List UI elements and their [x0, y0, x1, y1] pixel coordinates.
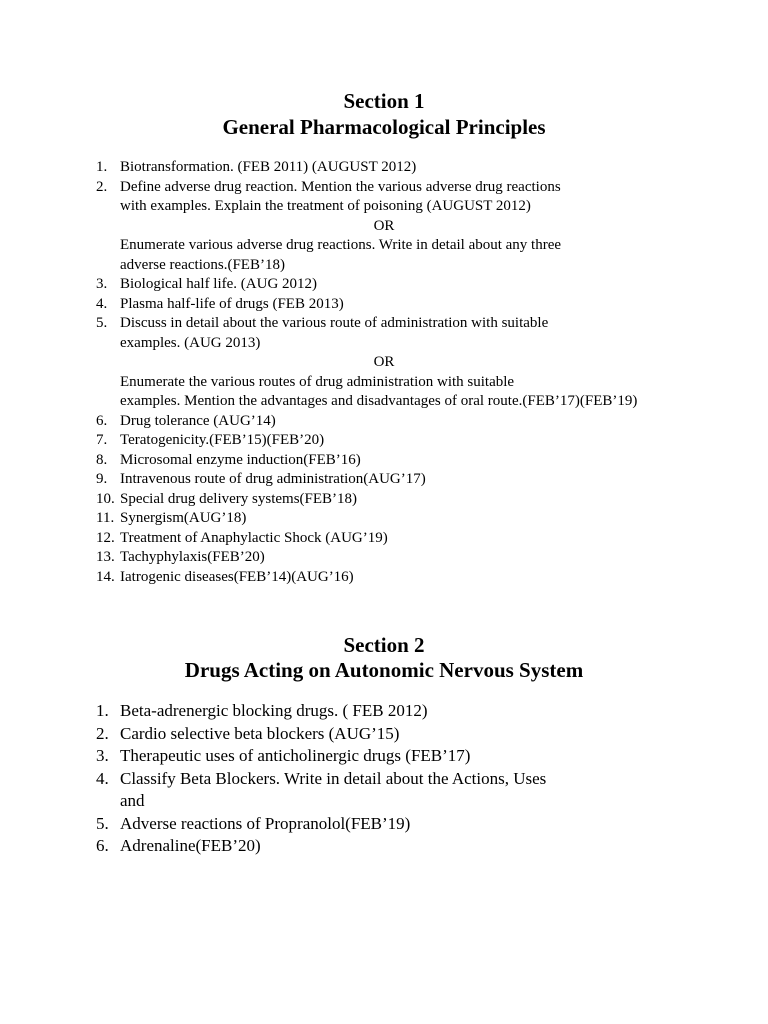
section-label: Section 2 — [343, 633, 425, 657]
item-number: 3. — [96, 746, 109, 765]
item-text-line: Define adverse drug reaction. Mention the various adverse drug reactions — [120, 178, 561, 195]
item-number: 14. — [96, 568, 115, 585]
item-text-line: Teratogenicity.(FEB’15)(FEB’20) — [120, 432, 325, 448]
item-number: 8. — [96, 451, 108, 468]
item-text-line: with examples. Explain the treatment of poisoning (AUGUST 2012) — [120, 198, 531, 214]
item-text-line: Discuss in detail about the various route of administration with suitable — [120, 315, 549, 331]
or-separator: OR — [373, 217, 395, 234]
item-text-line: Special drug delivery systems(FEB’18) — [120, 490, 358, 507]
item-number: 5. — [96, 315, 108, 331]
item-number: 9. — [96, 471, 108, 487]
item-text-line: Adrenaline(FEB’20) — [120, 836, 261, 855]
item-text-line: Adverse reactions of Propranolol(FEB’19) — [120, 813, 411, 833]
section-label: Section 1 — [343, 89, 425, 113]
item-text-line: Microsomal enzyme induction(FEB’16) — [120, 451, 361, 468]
item-text-line: examples. (AUG 2013) — [120, 334, 261, 351]
item-number: 4. — [96, 768, 109, 788]
item-text-line: Classify Beta Blockers. Write in detail about the Actions, Uses — [120, 768, 547, 788]
item-text-line: Iatrogenic diseases(FEB’14)(AUG’16) — [120, 568, 354, 585]
item-number: 10. — [96, 490, 115, 507]
item-text-line: Cardio selective beta blockers (AUG’15) — [120, 723, 400, 743]
item-number: 12. — [96, 529, 115, 546]
item-number: 3. — [96, 276, 108, 292]
item-alternative-line: adverse reactions.(FEB’18) — [120, 256, 285, 273]
item-text-line: and — [120, 791, 145, 810]
item-text-line: Biotransformation. (FEB 2011) (AUGUST 2012) — [120, 159, 417, 175]
section-title: General Pharmacological Principles — [222, 115, 546, 139]
item-text-line: Beta-adrenergic blocking drugs. ( FEB 2012) — [120, 701, 428, 720]
item-number: 7. — [96, 432, 108, 448]
item-alternative-line: Enumerate various adverse drug reactions. Write in detail about any three — [120, 237, 562, 253]
or-separator: OR — [373, 354, 395, 370]
item-text-line: Tachyphylaxis(FEB’20) — [120, 549, 265, 565]
item-text-line: Plasma half-life of drugs (FEB 2013) — [120, 295, 344, 312]
item-number: 1. — [96, 159, 108, 175]
item-alternative-line: Enumerate the various routes of drug administration with suitable — [120, 373, 515, 390]
item-number: 13. — [96, 549, 115, 565]
item-number: 11. — [96, 510, 115, 526]
item-text-line: Biological half life. (AUG 2012) — [120, 276, 318, 292]
item-number: 6. — [96, 836, 109, 855]
item-alternative-line: examples. Mention the advantages and disadvantages of oral route.(FEB’17)(FEB’19) — [120, 393, 638, 409]
item-text-line: Drug tolerance (AUG’14) — [120, 412, 276, 429]
item-text-line: Intravenous route of drug administration(AUG’17) — [120, 471, 426, 487]
section-title: Drugs Acting on Autonomic Nervous System — [184, 658, 584, 682]
item-number: 4. — [96, 295, 108, 312]
item-number: 1. — [96, 701, 109, 720]
item-number: 2. — [96, 178, 108, 195]
item-text-line: Therapeutic uses of anticholinergic drugs (FEB’17) — [120, 746, 471, 765]
item-number: 5. — [96, 813, 109, 833]
item-text-line: Treatment of Anaphylactic Shock (AUG’19) — [120, 529, 388, 546]
item-number: 2. — [96, 723, 109, 743]
item-text-line: Synergism(AUG’18) — [120, 510, 247, 526]
item-number: 6. — [96, 412, 108, 429]
